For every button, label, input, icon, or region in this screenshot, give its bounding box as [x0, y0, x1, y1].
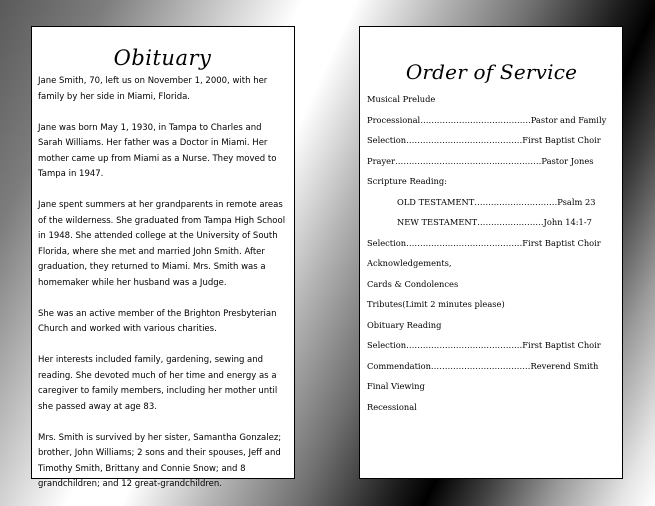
service-item: Selection……………………………………First Baptist Choir: [367, 340, 601, 350]
service-item: Final Viewing: [367, 381, 425, 391]
order-of-service-panel: [359, 26, 623, 479]
obituary-paragraph: Mrs. Smith is survived by her sister, Samantha Gonzalez; brother, John Williams; 2 sons and their spouses, Jeff and Timothy Smith, Brittany and Connie Snow; and 8 grandchildren; and 12 great-grandchildren.: [38, 432, 282, 489]
service-item: OLD TESTAMENT…………………………Psalm 23: [397, 196, 596, 207]
obituary-paragraph: Jane Smith, 70, left us on November 1, 2000, with her family by her side in Miami, Florida.: [38, 76, 268, 102]
service-item: Acknowledgements,: [367, 258, 452, 268]
order-of-service-title: Order of Service: [405, 60, 578, 84]
service-item: Selection……………………………………First Baptist Choir: [367, 237, 601, 248]
service-item: Processional………………………………….Pastor and Family: [367, 114, 607, 125]
service-item: Commendation………………………………Reverend Smith: [367, 360, 599, 371]
obituary-paragraph: Her interests included family, gardening, sewing and reading. She devoted much of her time and energy as a caregiver to family members, including her mother until she passed away at age 83.: [38, 355, 278, 412]
service-item: Obituary Reading: [367, 319, 442, 330]
obituary-paragraph: Jane spent summers at her grandparents in remote areas of the wilderness. She graduated from Tampa High School in 1948. She attended college at the University of South Florida, where she met and married John Smith. After graduation, they returned to Miami. Mrs. Smith was a homemaker while her husband was a Judge.: [38, 200, 286, 288]
obituary-panel: [31, 26, 295, 489]
service-list: [367, 89, 616, 417]
service-item: Tributes(Limit 2 minutes please): [367, 299, 505, 309]
obituary-paragraph: She was an active member of the Brighton Presbyterian Church and worked with various charities.: [38, 308, 277, 334]
service-item: Scripture Reading:: [367, 176, 447, 186]
obituary-title: Obituary: [113, 46, 212, 70]
obituary-paragraph: Jane was born May 1, 1930, in Tampa to Charles and Sarah Williams. Her father was a Doctor in Miami. Her mother came up from Miami as a Nurse. They moved to Tampa in 1947.: [38, 122, 277, 179]
service-item: NEW TESTAMENT……………………John 14:1-7: [397, 217, 592, 227]
obituary-body: [38, 74, 287, 493]
service-item: Selection……………………………………First Baptist Choir: [367, 135, 601, 145]
service-item: Musical Prelude: [367, 94, 436, 104]
service-item: Prayer………………………………..……………Pastor Jones: [367, 155, 594, 166]
service-item: Cards & Condolences: [367, 278, 459, 289]
service-item: Recessional: [367, 401, 417, 412]
